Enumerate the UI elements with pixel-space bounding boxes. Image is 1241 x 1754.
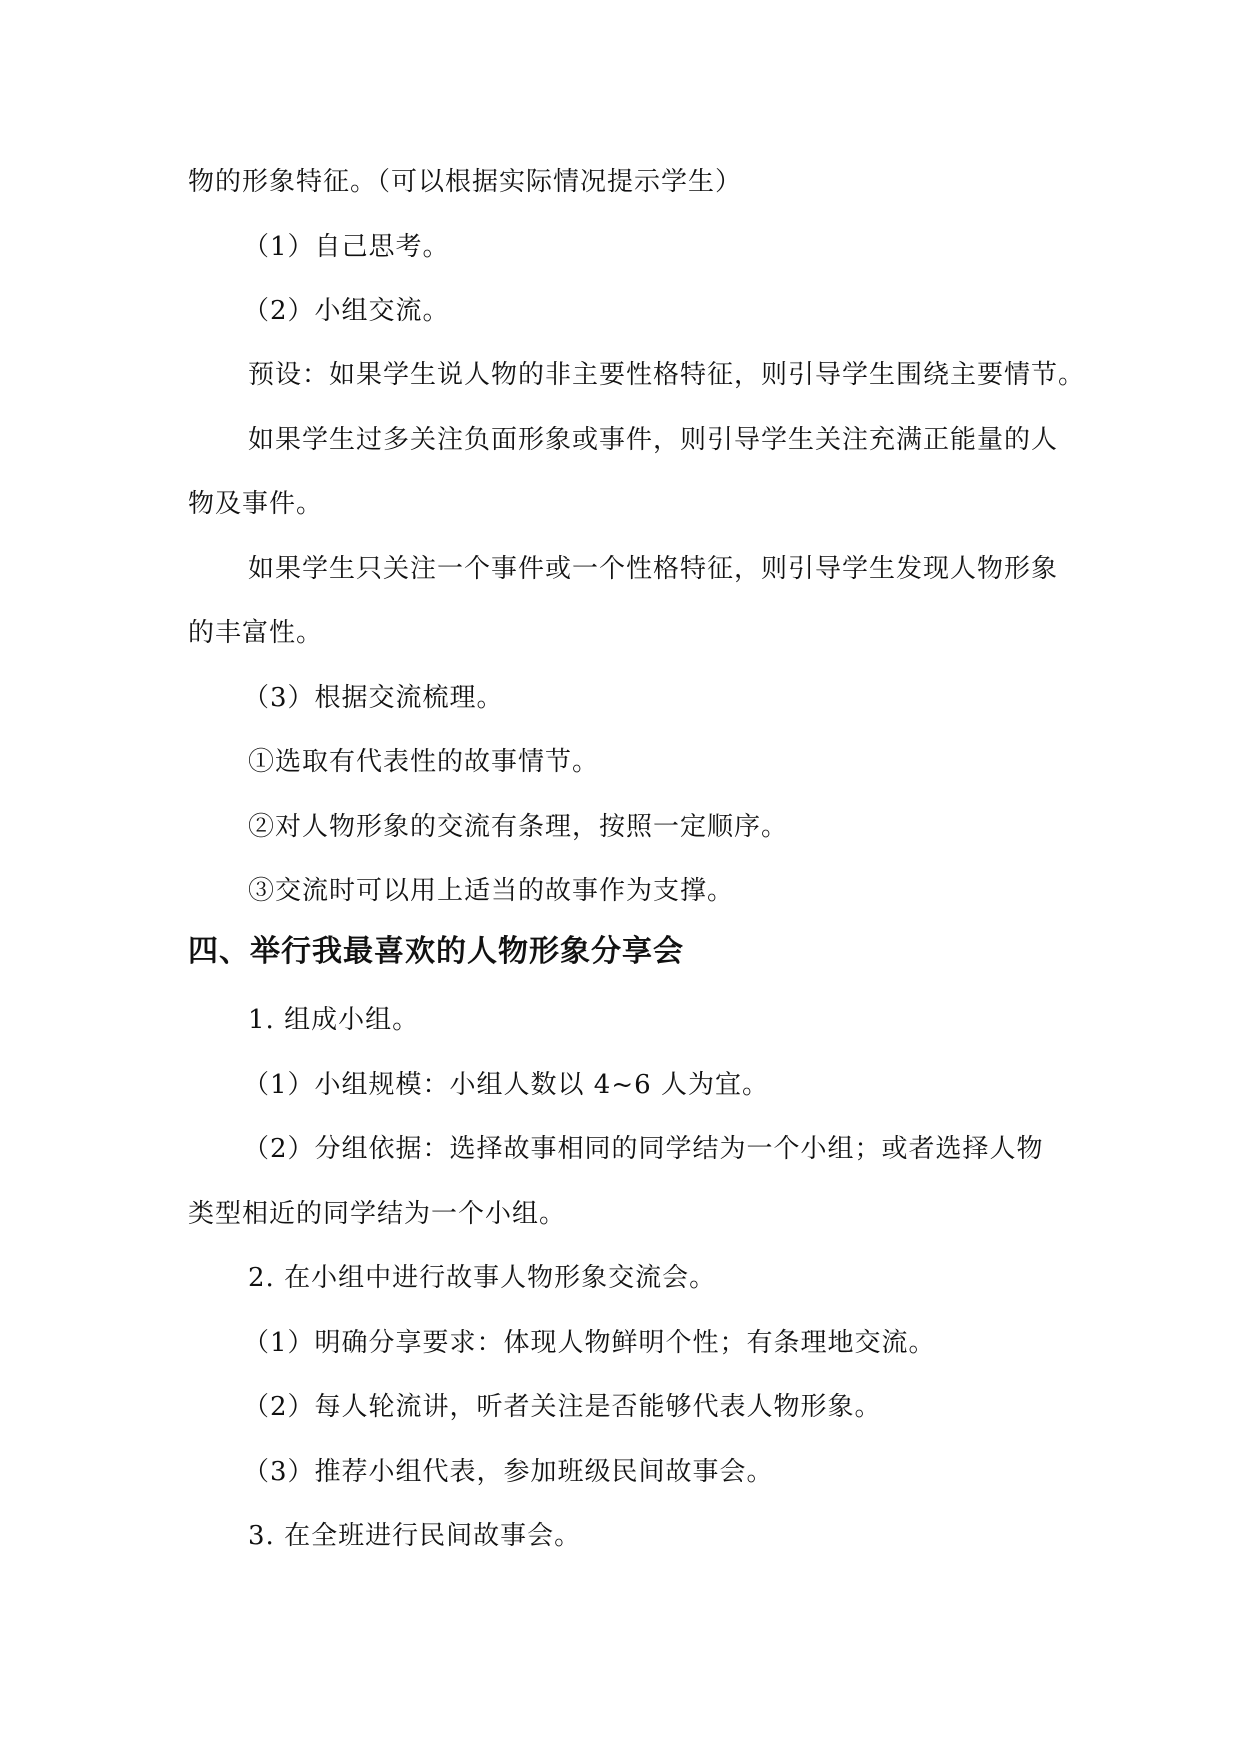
paragraph-line: 如果学生只关注一个事件或一个性格特征，则引导学生发现人物形象 [248,554,1059,584]
paragraph-line: 物及事件。 [188,489,324,519]
list-item: 1. 组成小组。 [248,1005,420,1035]
paragraph-line: 如果学生过多关注负面形象或事件，则引导学生关注充满正能量的人 [248,425,1059,455]
list-item: （1）自己思考。 [243,232,450,262]
list-item: 2. 在小组中进行故事人物形象交流会。 [248,1263,717,1293]
list-item: （3）推荐小组代表，参加班级民间故事会。 [243,1457,774,1487]
paragraph-line: 类型相近的同学结为一个小组。 [188,1199,567,1229]
paragraph-line: 的丰富性。 [188,618,324,648]
list-item: （3）根据交流梳理。 [243,683,504,713]
list-item: ①选取有代表性的故事情节。 [248,747,600,777]
list-item: ③交流时可以用上适当的故事作为支撑。 [248,876,735,906]
paragraph-line: 预设：如果学生说人物的非主要性格特征，则引导学生围绕主要情节。 [248,360,1086,390]
list-item: （1）明确分享要求：体现人物鲜明个性；有条理地交流。 [243,1328,936,1358]
section-heading: 四、举行我最喜欢的人物形象分享会 [188,934,684,969]
list-item: 3. 在全班进行民间故事会。 [248,1521,582,1551]
paragraph-line: 物的形象特征。（可以根据实际情况提示学生） [188,167,743,197]
list-item: （1）小组规模：小组人数以 4~6 人为宜。 [243,1070,769,1100]
list-item: （2）小组交流。 [243,296,450,326]
list-item: （2）分组依据：选择故事相同的同学结为一个小组；或者选择人物 [243,1134,1044,1164]
list-item: ②对人物形象的交流有条理，按照一定顺序。 [248,812,789,842]
list-item: （2）每人轮流讲，听者关注是否能够代表人物形象。 [243,1392,882,1422]
